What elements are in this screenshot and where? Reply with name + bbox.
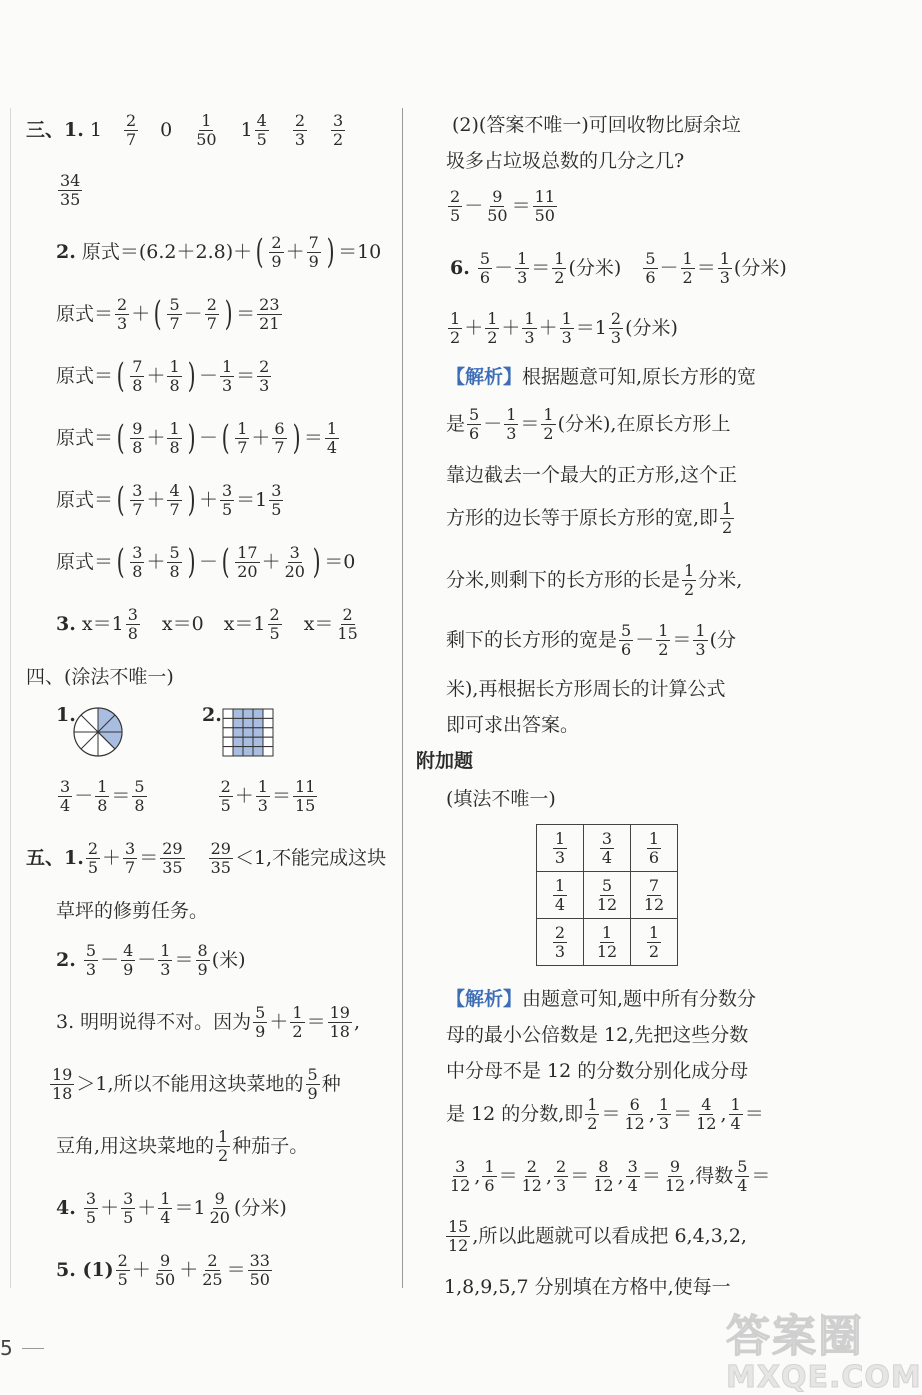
analysis-text: (分 [709,628,737,651]
expr-text: 豆角,用这块菜地的 [56,1134,215,1157]
sec4-q1-label: 1. [56,704,76,726]
grid-figure-cell [263,718,273,727]
column-divider [402,108,403,1288]
analysis-text: ,所以此题就可以看成把 6,4,3,2, [472,1224,747,1247]
grid-figure [222,708,274,756]
q1-val: 1 [240,118,253,141]
heading-text: 四、(涂法不唯一) [26,666,174,688]
analysis-a4: 方形的边长等于原长方形的宽,即 $\frac{1}{2}$ [446,499,733,537]
expr-text: ＜1,不能完成这块 [234,846,387,869]
grid-figure-cell [233,709,243,718]
sec3-q2-line1: 2. 原式＝(6.2＋2.8)＋ ( $\frac{2}{9}$ ＋ $\frac{7}{9}$ ) ＝10 [56,232,382,273]
analysis-text: 分米, [698,568,743,591]
unit-text: (分米) [233,1196,287,1219]
sec3-q1 [26,112,347,148]
sec3-q3: 3. x＝1 $\frac{3}{8}$ x＝0 x＝1 $\frac{2}{5}$ x＝ $\frac{2}{15}$ [56,605,358,643]
left-margin-rule [10,108,11,1288]
extra-note: (填法不唯一) [446,788,556,810]
page-number: 5 [0,1336,13,1360]
expr-text: 原式＝ [56,426,114,449]
sec3-q1-cont [56,172,84,208]
q-label: 4. [56,1196,76,1219]
analysis-text: 由题意可知,题中所有分数分 [522,988,757,1010]
grid-cell: $\frac{1}{2}$ [631,919,678,966]
analysis-text: 方形的边长等于原长方形的宽,即 [446,506,719,529]
grid-figure-cell [223,718,233,727]
sec4-eq: $\frac{3}{4}$ － $\frac{1}{8}$ ＝ $\frac{5}{8}$ $\frac{2}{5}$ ＋ $\frac{1}{3}$ ＝ $\frac{11}{15}$ [60,777,316,815]
unit-text: (米) [211,948,246,971]
expr-text: 原式＝(6.2＋2.8)＋ [81,240,253,263]
grid-row [537,825,678,872]
grid-figure-cell [243,747,253,756]
grid-figure-cell [253,747,263,756]
grid-figure-cell [253,718,263,727]
grid-cell: $\frac{7}{12}$ [631,872,678,919]
analysis-a5: 分米,则剩下的长方形的长是 $\frac{1}{2}$ 分米, [446,561,743,599]
expr-text: 原式＝ [56,550,114,573]
analysis-tag: 【解析】 [446,988,523,1010]
analysis-text: 是 [446,412,466,435]
unit-text: (分米) [733,256,787,279]
sec5-q1: 五、1. $\frac{2}{5}$ ＋ $\frac{3}{7}$ ＝ $\frac{29}{35}$ $\frac{29}{35}$ ＜1,不能完成这块 [26,839,387,877]
sec5-q5: 5. (1) $\frac{2}{5}$ ＋ $\frac{9}{50}$ ＋ $\frac{2}{25}$ ＝ $\frac{33}{50}$ [56,1251,270,1289]
grid-figure-cell [223,737,233,746]
sec3-q2-line4: 原式＝ ( $\frac{9}{8}$ ＋ $\frac{1}{8}$ ) － ( $\frac{1}{7}$ ＋ $\frac{6}{7}$ ) ＝ $\frac{1}{4}$ [56,418,338,459]
analysis-text: 剩下的长方形的宽是 [446,628,618,651]
sec5-q2: 2. $\frac{5}{3}$ － $\frac{4}{9}$ － $\frac{1}{3}$ ＝ $\frac{8}{9}$ (米) [56,941,246,979]
q1-val: 0 [160,118,173,141]
analysis-text: ,得数 [689,1164,734,1187]
grid-figure-cell [243,737,253,746]
grid-figure-cell [263,737,273,746]
analysis-text: 分米,则剩下的长方形的长是 [446,568,681,591]
expr-text: ＝10 [338,240,382,263]
grid-cell: $\frac{5}{12}$ [584,872,631,919]
grid-figure-cell [243,718,253,727]
grid-figure-cell [223,709,233,718]
q-label: 3. [56,612,76,635]
analysis-b7: 1,8,9,5,7 分别填在方格中,使每一 [444,1276,731,1298]
analysis-a2: 是 $\frac{5}{6}$ － $\frac{1}{3}$ ＝ $\frac{1}{2}$ (分米),在原长方形上 [446,405,731,443]
analysis-a7: 米),再根据长方形周长的计算公式 [446,678,726,700]
expr-text: 原式＝ [56,302,114,325]
q-label: 2. [56,240,76,263]
expr-text: 原式＝ [56,488,114,511]
grid-cell: $\frac{2}{3}$ [537,919,584,966]
grid-figure-cell [263,709,273,718]
magic-square [536,824,678,966]
analysis-a3: 靠边截去一个最大的正方形,这个正 [446,464,738,486]
analysis-b3: 中分母不是 12 的分数分别化成分母 [446,1060,749,1082]
x-value: x＝ [303,612,334,635]
grid-row [537,872,678,919]
right-q6: 6. $\frac{5}{6}$ － $\frac{1}{3}$ ＝ $\frac{1}{2}$ (分米) $\frac{5}{6}$ － $\frac{1}{2}$ ＝ $\frac{1}{3}$ (分米) [450,249,787,287]
fraction: $\frac{3}{2}$ [333,111,344,149]
grid-figure-cell [243,709,253,718]
fraction: $\frac{34}{35}$ [60,171,81,209]
x-value: x＝1 [81,612,124,635]
watermark-logo [726,1300,922,1395]
analysis-a6: 剩下的长方形的宽是 $\frac{5}{6}$ － $\frac{1}{2}$ ＝ $\frac{1}{3}$ (分 [446,621,737,659]
sec5-q3-line3: 豆角,用这块菜地的 $\frac{1}{2}$ 种茄子。 [56,1127,309,1165]
grid-figure-cell [253,728,263,737]
q-label: 2. [56,948,76,971]
unit-text: (分米) [625,316,678,339]
expr-text: 种茄子。 [232,1134,309,1157]
fraction: $\frac{1}{50}$ [196,111,217,149]
page-number-rule [22,1348,44,1349]
expr-text: 3. 明明说得不对。因为 [56,1010,252,1033]
fraction: $\frac{4}{5}$ [256,111,267,149]
expr-text: 原式＝ [56,364,114,387]
sec5-q1-line2: 草坪的修剪任务。 [56,900,209,922]
grid-cell: $\frac{1}{12}$ [584,919,631,966]
analysis-a8: 即可求出答案。 [446,714,580,736]
analysis-b1 [446,990,756,1009]
grid-figure-cell [223,747,233,756]
expr-text: ＞1,所以不能用这块菜地的 [76,1072,304,1095]
grid-figure-cell [253,737,263,746]
sec5-q4: 4. $\frac{3}{5}$ ＋ $\frac{3}{5}$ ＋ $\frac{1}{4}$ ＝1 $\frac{9}{20}$ (分米) [56,1189,287,1227]
grid-cell: $\frac{1}{3}$ [537,825,584,872]
x-value: x＝1 [223,612,266,635]
sec3-heading: 三、1. [26,118,84,141]
expr-text: ＝1 [575,316,607,339]
sec3-q2-line3: 原式＝ ( $\frac{7}{8}$ ＋ $\frac{1}{8}$ ) － $\frac{1}{3}$ ＝ $\frac{2}{3}$ [56,356,270,397]
grid-figure-cell [263,747,273,756]
sec3-q2-line2: 原式＝ $\frac{2}{3}$ ＋ ( $\frac{5}{7}$ － $\frac{2}{7}$ ) ＝ $\frac{23}{21}$ [56,294,280,335]
sec4-heading [26,668,174,687]
grid-figure-cell [243,728,253,737]
x-value: x＝0 [161,612,204,635]
analysis-b4: 是 12 的分数,即 $\frac{1}{2}$ ＝ $\frac{6}{12}$ , $\frac{1}{3}$ ＝ $\frac{4}{12}$ , $\frac{1}{4}$ ＝ [446,1095,764,1133]
fraction: $\frac{2}{3}$ [294,111,306,149]
analysis-text: (分米),在原长方形上 [557,412,731,435]
analysis-b2: 母的最小公倍数是 12,先把这些分数 [446,1024,749,1046]
right-q6-sum: $\frac{1}{2}$ ＋ $\frac{1}{2}$ ＋ $\frac{1}{3}$ ＋ $\frac{1}{3}$ ＝1 $\frac{2}{3}$ (分米) [450,309,678,347]
q-label: 5. (1) [56,1258,114,1281]
sec3-q2-line6: 原式＝ ( $\frac{3}{8}$ ＋ $\frac{5}{8}$ ) － ( $\frac{17}{20}$ ＋ $\frac{3}{20}$ ) ＝0 [56,542,356,583]
q-label: 6. [450,256,470,279]
grid-figure-cell [233,737,243,746]
grid-cell: $\frac{1}{6}$ [631,825,678,872]
right-l2: 圾多占垃圾总数的几分之几? [446,150,685,172]
sec3-q2-line5: 原式＝ ( $\frac{3}{7}$ ＋ $\frac{4}{7}$ ) ＋ $\frac{3}{5}$ ＝1 $\frac{3}{5}$ [56,480,282,521]
grid-figure-cell [223,728,233,737]
expr-text: 种 [321,1072,341,1095]
analysis-text: 是 12 的分数,即 [446,1102,584,1125]
grid-row [537,919,678,966]
analysis-b5: $\frac{3}{12}$ , $\frac{1}{6}$ ＝ $\frac{2}{12}$ , $\frac{2}{3}$ ＝ $\frac{8}{12}$ , $\frac{3}{4}$ ＝ $\frac{9}{12}$ ,得数 $\frac{5}{4}$ ＝ [450,1157,771,1195]
sec4-q2-label: 2. [202,704,222,726]
watermark-text: 答案圈 [726,1311,864,1362]
grid-figure-cell [233,747,243,756]
grid-figure-cell [263,728,273,737]
sec5-q3: 3. 明明说得不对。因为 $\frac{5}{9}$ ＋ $\frac{1}{2}$ ＝ $\frac{19}{18}$ , [56,1003,360,1041]
pie-figure [72,706,124,758]
analysis-a1 [446,368,756,387]
heading-text: 五、1. [26,846,84,869]
grid-figure-cell [233,728,243,737]
watermark-url: MXQE.COM [726,1360,922,1395]
extra-heading: 附加题 [416,750,474,772]
right-eq1: $\frac{2}{5}$ － $\frac{9}{50}$ ＝ $\frac{11}{50}$ [450,187,555,225]
analysis-text: 根据题意可知,原长方形的宽 [522,366,757,388]
grid-cell: $\frac{1}{4}$ [537,872,584,919]
grid-figure-cell [253,709,263,718]
analysis-tag: 【解析】 [446,366,523,388]
q1-val: 1 [89,118,102,141]
fraction: $\frac{2}{7}$ [125,111,137,149]
unit-text: (分米) [568,256,622,279]
sec5-q3-line2: $\frac{19}{18}$ ＞1,所以不能用这块菜地的 $\frac{5}{9}$ 种 [52,1065,341,1103]
grid-figure-cell [233,718,243,727]
right-l1: (2)(答案不唯一)可回收物比厨余垃 [452,114,741,136]
grid-cell: $\frac{3}{4}$ [584,825,631,872]
analysis-b6: $\frac{15}{12}$ ,所以此题就可以看成把 6,4,3,2, [448,1217,747,1255]
